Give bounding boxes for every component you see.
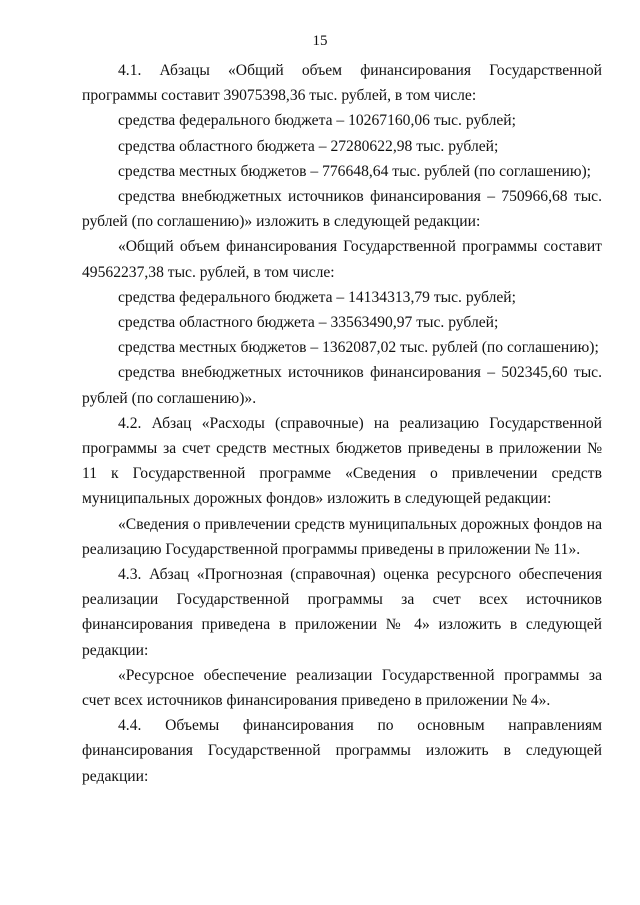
- paragraph-federal-budget-new: средства федерального бюджета – 14134313,79 тыс. рублей;: [118, 288, 516, 306]
- paragraph-4-3: 4.3. Абзац «Прогнозная (справочная) оценка ресурсного обеспечения реализации Государственной программы за счет всех источников финансирования приведена в приложении № 4» изложить в следующей редакции:: [82, 566, 602, 659]
- paragraph-4-3-new: «Ресурсное обеспечение реализации Государственной программы за счет всех источников финансирования приведено в приложении № 4».: [82, 666, 602, 710]
- paragraph-new-total: «Общий объем финансирования Государственной программы составит 49562237,38 тыс. рублей, в том числе:: [82, 238, 602, 281]
- page-number: 15: [312, 33, 328, 49]
- paragraph-extra-budget-new: средства внебюджетных источников финансирования – 502345,60 тыс. рублей (по соглашению)».: [82, 364, 602, 407]
- paragraph-local-budget-old: средства местных бюджетов – 776648,64 тыс. рублей (по соглашению);: [118, 162, 591, 180]
- paragraph-regional-budget-new: средства областного бюджета – 33563490,97 тыс. рублей;: [118, 314, 499, 332]
- paragraph-4-1-intro: 4.1. Абзацы «Общий объем финансирования Государственной программы составит 39075398,36 тыс. рублей, в том числе:: [82, 62, 602, 105]
- paragraph-extra-budget-old: средства внебюджетных источников финансирования – 750966,68 тыс. рублей (по соглашению)» изложить в следующей редакции:: [82, 188, 602, 231]
- paragraph-federal-budget-old: средства федерального бюджета – 10267160,06 тыс. рублей;: [118, 112, 516, 130]
- paragraph-4-2-new: «Сведения о привлечении средств муниципальных дорожных фондов на реализацию Государственной программы приведены в приложении № 11».: [82, 515, 602, 558]
- paragraph-4-4: 4.4. Объемы финансирования по основным направлениям финансирования Государственной программы изложить в следующей редакции:: [82, 717, 602, 785]
- paragraph-local-budget-new: средства местных бюджетов – 1362087,02 тыс. рублей (по соглашению);: [118, 339, 599, 357]
- paragraph-4-2: 4.2. Абзац «Расходы (справочные) на реализацию Государственной программы за счет средств местных бюджетов приведены в приложении № 11 к Государственной программе «Сведения о привлечении средств муниципальных дорожных фондов» изложить в следующей редакции:: [82, 414, 602, 508]
- document-body: [82, 58, 602, 789]
- paragraph-regional-budget-old: средства областного бюджета – 27280622,98 тыс. рублей;: [118, 137, 499, 155]
